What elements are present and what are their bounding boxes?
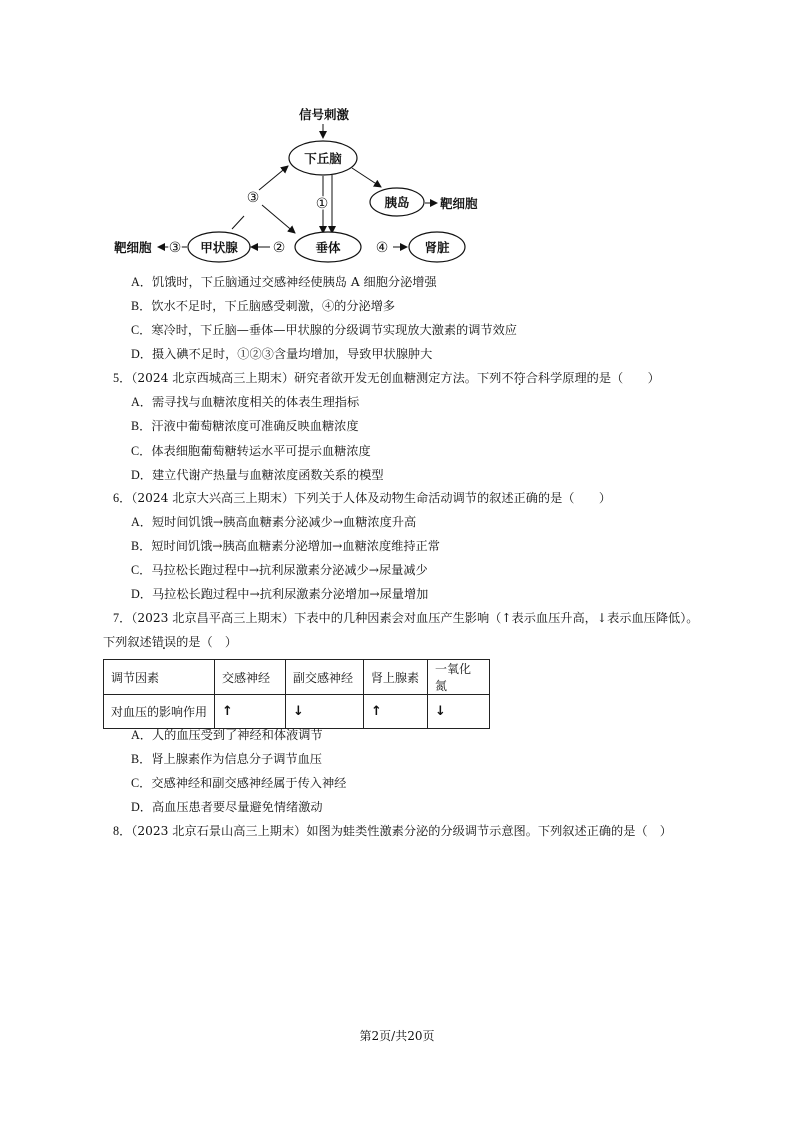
arrow-thyroid-hypothalamus-2	[259, 166, 288, 190]
q5-option-c: C．体表细胞葡萄糖转运水平可提示血糖浓度	[131, 444, 371, 458]
thyroid-label: 甲状腺	[200, 240, 238, 255]
arrow-thyroid-hypothalamus	[232, 216, 244, 229]
q7-stem: 7．（2023 北京昌平高三上期末）下表中的几种因素会对血压产生影响（↑表示血压升高，↓表示血压降低）。	[113, 611, 699, 625]
mark-2: ②	[272, 240, 286, 256]
up-arrow-icon: ↑	[364, 695, 428, 729]
q4-option-c: C．寒冷时，下丘脑—垂体—甲状腺的分级调节实现放大激素的调节效应	[131, 323, 517, 337]
down-arrow-icon: ↓	[286, 695, 364, 729]
q8-stem: 8．（2023 北京石景山高三上期末）如图为蛙类性激素分泌的分级调节示意图。下列叙述正确的是（ ）	[113, 824, 672, 838]
table-header-cell: 肾上腺素	[364, 660, 428, 695]
q6-option-b: B．短时间饥饿→胰高血糖素分泌增加→血糖浓度维持正常	[131, 539, 440, 553]
emphasis-dots: 不符合	[501, 371, 538, 385]
q6-option-d: D．马拉松长跑过程中→抗利尿激素分泌增加→尿量增加	[131, 587, 429, 601]
signal-label: 信号刺激	[298, 107, 350, 122]
target-cell-right-label: 靶细胞	[440, 196, 478, 211]
hormone-regulation-diagram	[0, 0, 794, 270]
q5-stem: 5．（2024 北京西城高三上期末）研究者欲开发无创血糖测定方法。下列不符合科学原理的是（ ）	[113, 371, 660, 385]
q7-option-c: C．交感神经和副交感神经属于传入神经	[131, 776, 347, 790]
q7-stem-line2: 下列叙述错误的是（ ）	[103, 635, 238, 649]
table-cell: 对血压的影响作用	[104, 695, 215, 729]
table-header-cell: 一氧化氮	[428, 660, 490, 695]
kidney-label: 肾脏	[424, 240, 450, 255]
q6-option-a: A．短时间饥饿→胰高血糖素分泌减少→血糖浓度升高	[131, 515, 417, 529]
hypothalamus-label: 下丘脑	[304, 151, 342, 166]
table-header-cell: 调节因素	[104, 660, 215, 695]
q6-option-c: C．马拉松长跑过程中→抗利尿激素分泌减少→尿量减少	[131, 563, 428, 577]
arrow-hypothalamus-islet	[352, 168, 381, 187]
q7-option-d: D．高血压患者要尽量避免情绪激动	[131, 800, 323, 814]
up-arrow-icon: ↑	[215, 695, 286, 729]
mark-4: ④	[375, 240, 389, 256]
q7-option-a: A．人的血压受到了神经和体液调节	[131, 728, 323, 742]
page-number: 第2页/共20页	[359, 1029, 435, 1043]
pituitary-label: 垂体	[315, 240, 341, 255]
down-arrow-icon: ↓	[428, 695, 490, 729]
emphasis-dots: 错误	[151, 635, 177, 649]
q6-stem: 6．（2024 北京大兴高三上期末）下列关于人体及动物生命活动调节的叙述正确的是（ ）	[113, 491, 612, 505]
mark-1: ①	[315, 196, 329, 212]
islet-label: 胰岛	[384, 195, 410, 210]
table-header-cell: 交感神经	[215, 660, 286, 695]
q5-option-d: D．建立代谢产热量与血糖浓度函数关系的模型	[131, 468, 384, 482]
q5-option-a: A．需寻找与血糖浓度相关的体表生理指标	[131, 395, 360, 409]
target-cell-left-label: 靶细胞	[114, 240, 152, 255]
q5-option-b: B．汗液中葡萄糖浓度可准确反映血糖浓度	[131, 419, 359, 433]
arrow-thyroid-pituitary	[262, 205, 295, 233]
table-header-row	[104, 660, 490, 695]
q7-option-b: B．肾上腺素作为信息分子调节血压	[131, 752, 322, 766]
table-header-cell: 副交感神经	[286, 660, 364, 695]
q4-option-b: B．饮水不足时，下丘脑感受刺激，④的分泌增多	[131, 299, 396, 313]
table-row	[104, 695, 490, 729]
q4-option-d: D．摄入碘不足时，①②③含量均增加，导致甲状腺肿大	[131, 347, 433, 361]
blood-pressure-table	[103, 659, 490, 729]
mark-3-left: ③	[168, 240, 182, 256]
mark-3-upper: ③	[246, 190, 260, 206]
q4-option-a: A．饥饿时，下丘脑通过交感神经使胰岛 A 细胞分泌增强	[131, 275, 437, 289]
